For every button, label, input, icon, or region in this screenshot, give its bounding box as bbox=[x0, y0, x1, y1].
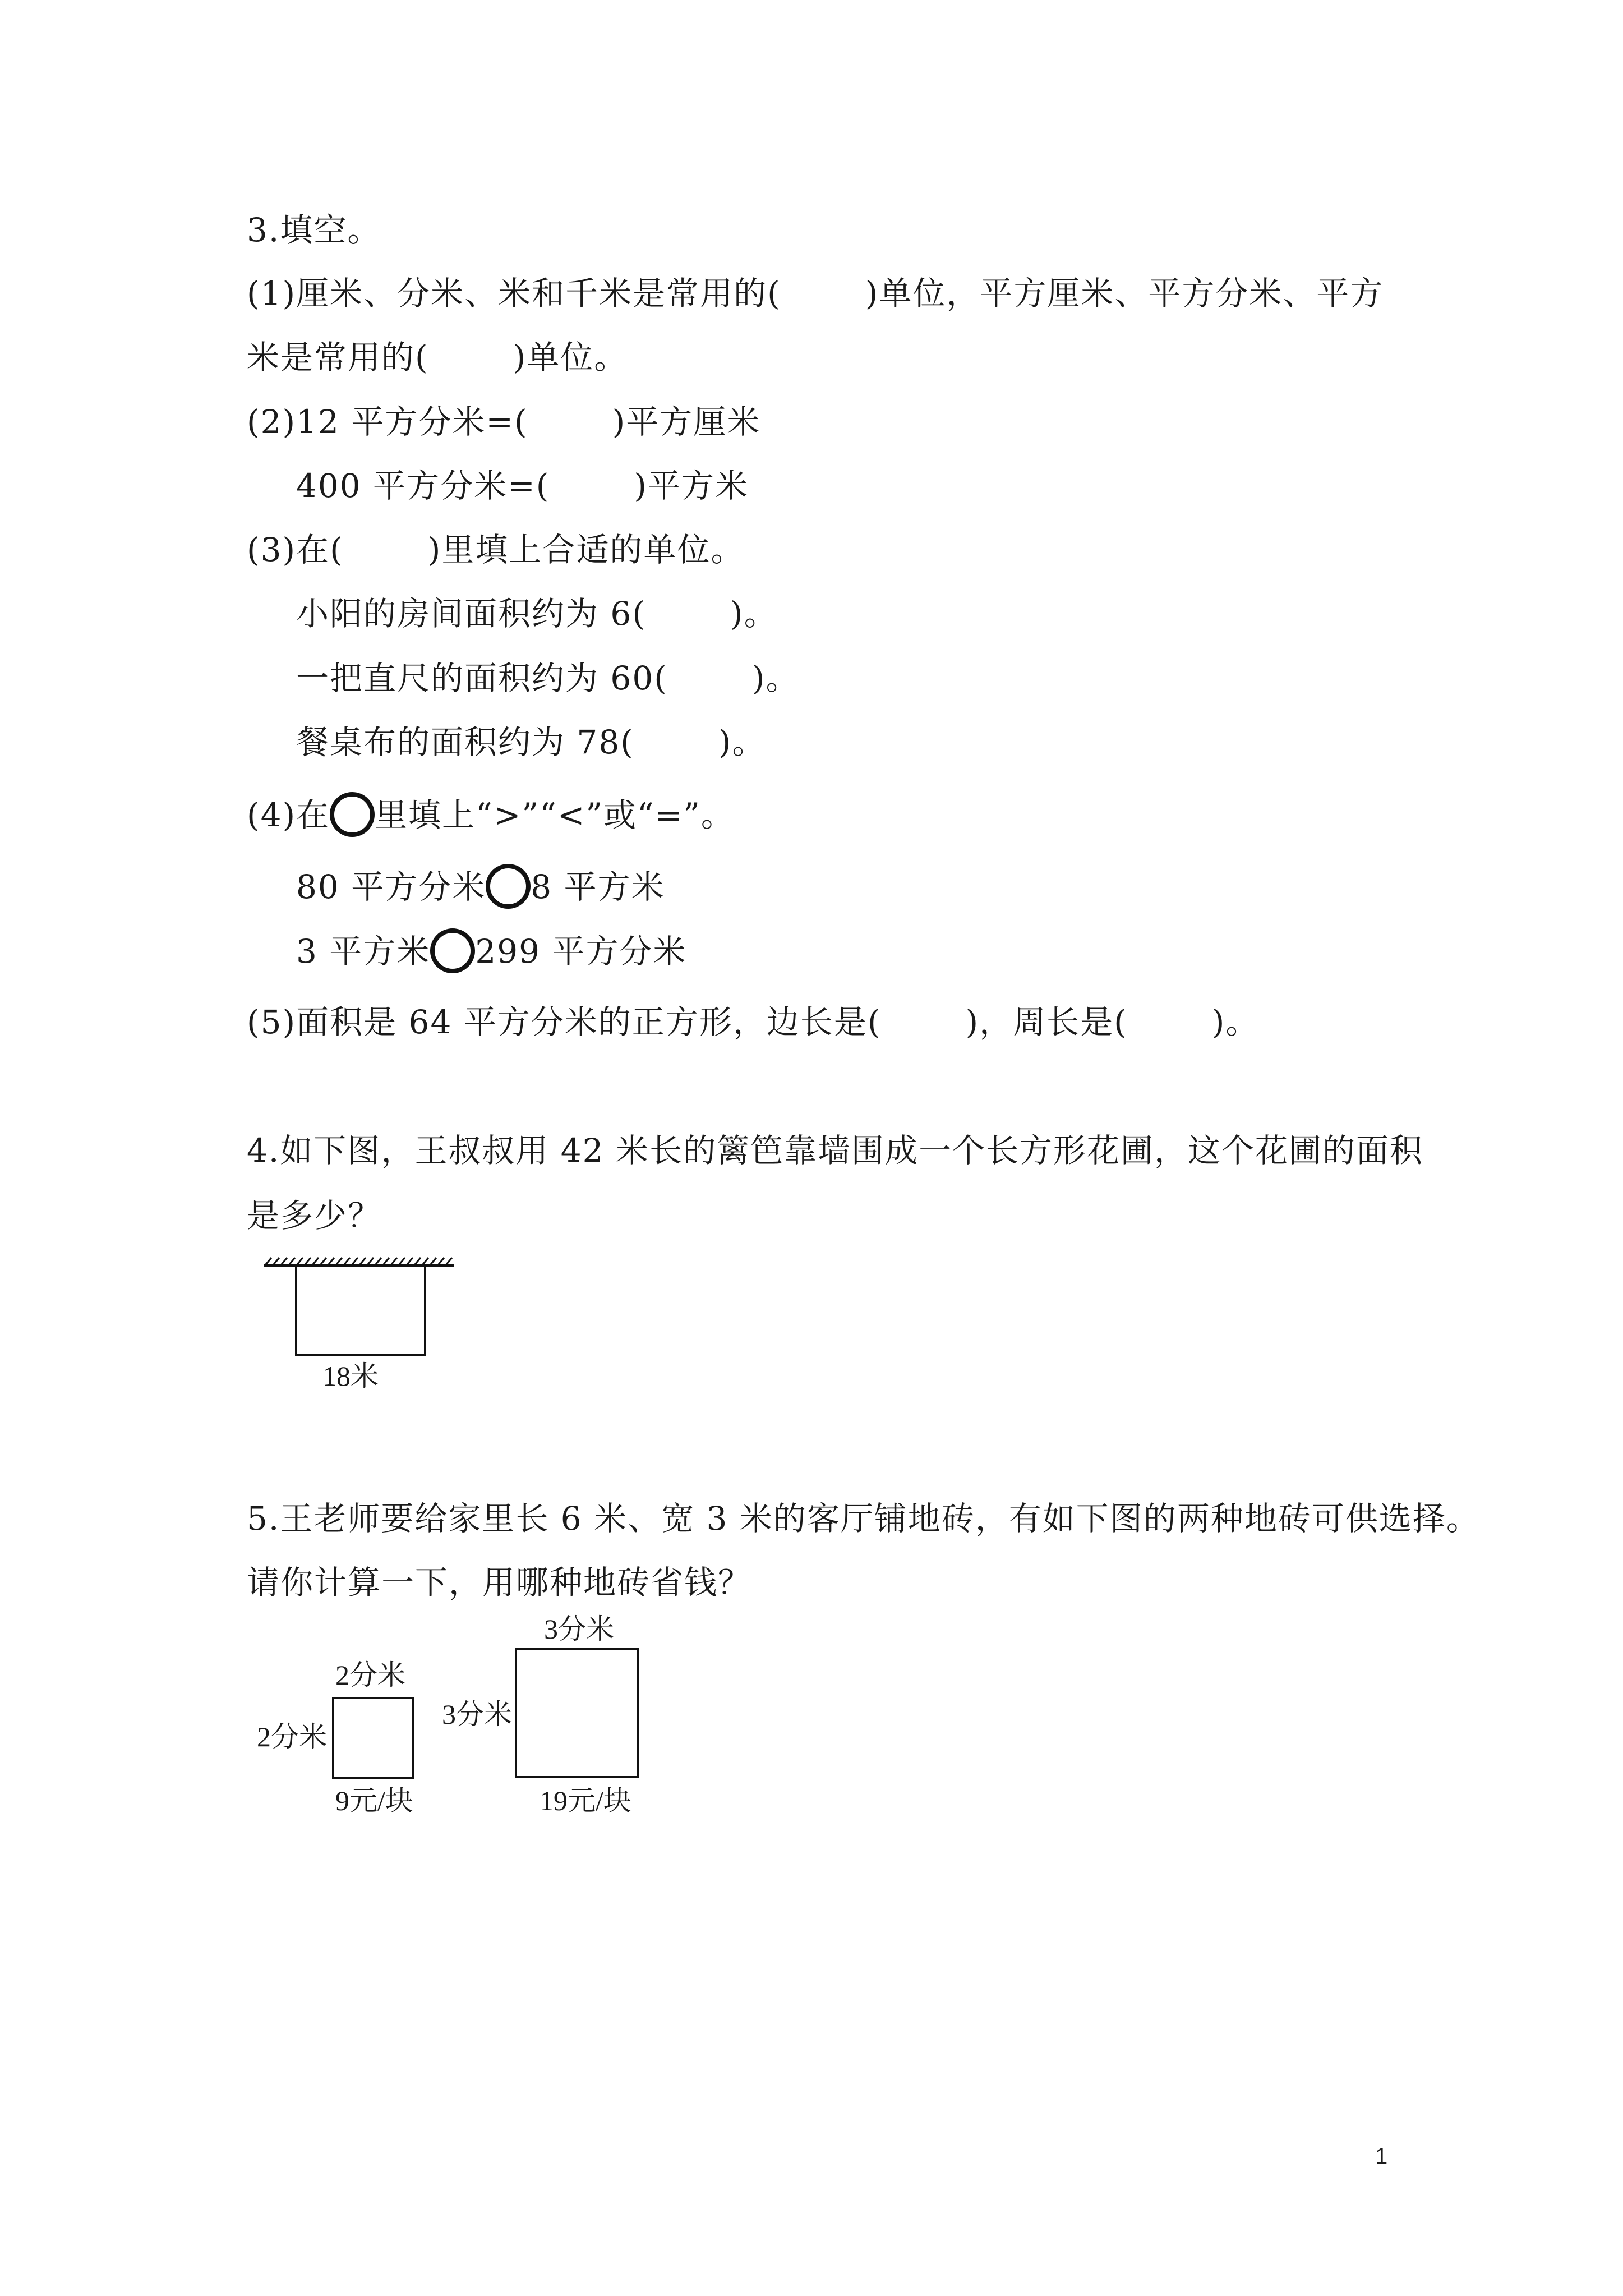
q3-part3-text-d: )。 bbox=[730, 595, 778, 633]
q3-part3-text-b: )里填上合适的单位。 bbox=[427, 531, 745, 569]
q3-part4-text-e: 3 平方米 bbox=[296, 932, 431, 970]
q3-part2-line2 bbox=[296, 463, 749, 508]
q4-line1: 4.如下图，王叔叔用 42 米长的篱笆靠墙围成一个长方形花圃，这个花圃的面积 bbox=[247, 1131, 1424, 1170]
q3-part1-text-a: (1)厘米、分米、米和千米是常用的( bbox=[247, 274, 781, 312]
q3-part5-text-b: )，周长是( bbox=[965, 1003, 1128, 1041]
q3-part3-line3 bbox=[296, 656, 800, 701]
garden-diagram bbox=[247, 1251, 471, 1419]
q3-part5-line bbox=[247, 1000, 1259, 1045]
comparison-circle bbox=[330, 792, 375, 837]
q3-part2-text-b: )平方厘米 bbox=[612, 403, 761, 441]
q3-part3-text-a: (3)在( bbox=[247, 531, 344, 569]
large-tile-price-label: 19元/块 bbox=[540, 1785, 631, 1816]
q3-part4-line2 bbox=[296, 864, 665, 912]
q3-part4-text-a: (4)在 bbox=[247, 796, 330, 834]
q3-part1-text-d: )单位。 bbox=[513, 338, 628, 376]
q3-title: 3.填空。 bbox=[247, 211, 381, 249]
q5-line1: 5.王老师要给家里长 6 米、宽 3 米的客厅铺地砖，有如下图的两种地砖可供选择。 bbox=[247, 1499, 1480, 1538]
q3-part3-text-g: 餐桌布的面积约为 78( bbox=[296, 723, 634, 761]
q5-line2: 请你计算一下，用哪种地砖省钱？ bbox=[247, 1563, 752, 1602]
q3-part4-line1 bbox=[247, 793, 735, 840]
large-tile bbox=[515, 1648, 639, 1778]
q3-part4-text-c: 80 平方分米 bbox=[296, 868, 486, 906]
q4-line2: 是多少？ bbox=[247, 1197, 382, 1235]
fence-outline bbox=[296, 1266, 425, 1355]
small-tile-width-label: 2分米 bbox=[335, 1659, 405, 1691]
q3-part3-text-f: )。 bbox=[751, 659, 800, 697]
comparison-circle[interactable] bbox=[430, 928, 475, 973]
q3-part3-text-c: 小阳的房间面积约为 6( bbox=[296, 595, 646, 633]
q3-part3-text-h: )。 bbox=[718, 723, 766, 761]
q3-part3-line2 bbox=[296, 591, 778, 636]
q3-part1-line2 bbox=[247, 335, 628, 380]
small-tile-price-label: 9元/块 bbox=[335, 1785, 413, 1816]
q3-part4-text-f: 299 平方分米 bbox=[475, 932, 687, 970]
fence-length-label: 18米 bbox=[322, 1360, 379, 1392]
tile-options-figure bbox=[247, 1613, 695, 1823]
wall-hatching bbox=[264, 1258, 454, 1266]
q3-part4-line3 bbox=[296, 929, 687, 977]
q3-part4-text-b: 里填上“>”“<”或“=”。 bbox=[375, 796, 735, 834]
large-tile-height-label: 3分米 bbox=[442, 1699, 512, 1730]
q3-part2-text-d: )平方米 bbox=[634, 467, 749, 505]
q3-part4-text-d: 8 平方米 bbox=[531, 868, 665, 906]
q3-part2-line1 bbox=[247, 399, 760, 444]
q3-part1-text-c: 米是常用的( bbox=[247, 338, 429, 376]
q3-part3-text-e: 一把直尺的面积约为 60( bbox=[296, 659, 668, 697]
q3-part3-line4 bbox=[296, 720, 766, 765]
small-tile bbox=[332, 1697, 414, 1779]
q3-part5-text-a: (5)面积是 64 平方分米的正方形，边长是( bbox=[247, 1003, 882, 1041]
q3-part1-text-b: )单位，平方厘米、平方分米、平方 bbox=[865, 274, 1384, 312]
q3-part2-text-a: (2)12 平方分米=( bbox=[247, 403, 528, 441]
q3-part3-line1 bbox=[247, 527, 744, 572]
q3-part2-text-c: 400 平方分米=( bbox=[296, 467, 550, 505]
q3-part1-line1 bbox=[247, 271, 1384, 316]
large-tile-width-label: 3分米 bbox=[544, 1613, 614, 1645]
fence-garden-figure bbox=[247, 1251, 471, 1419]
small-tile-height-label: 2分米 bbox=[257, 1721, 327, 1752]
q3-part5-text-c: )。 bbox=[1211, 1003, 1260, 1041]
comparison-circle[interactable] bbox=[486, 864, 531, 909]
page-number: 1 bbox=[1375, 2144, 1388, 2169]
